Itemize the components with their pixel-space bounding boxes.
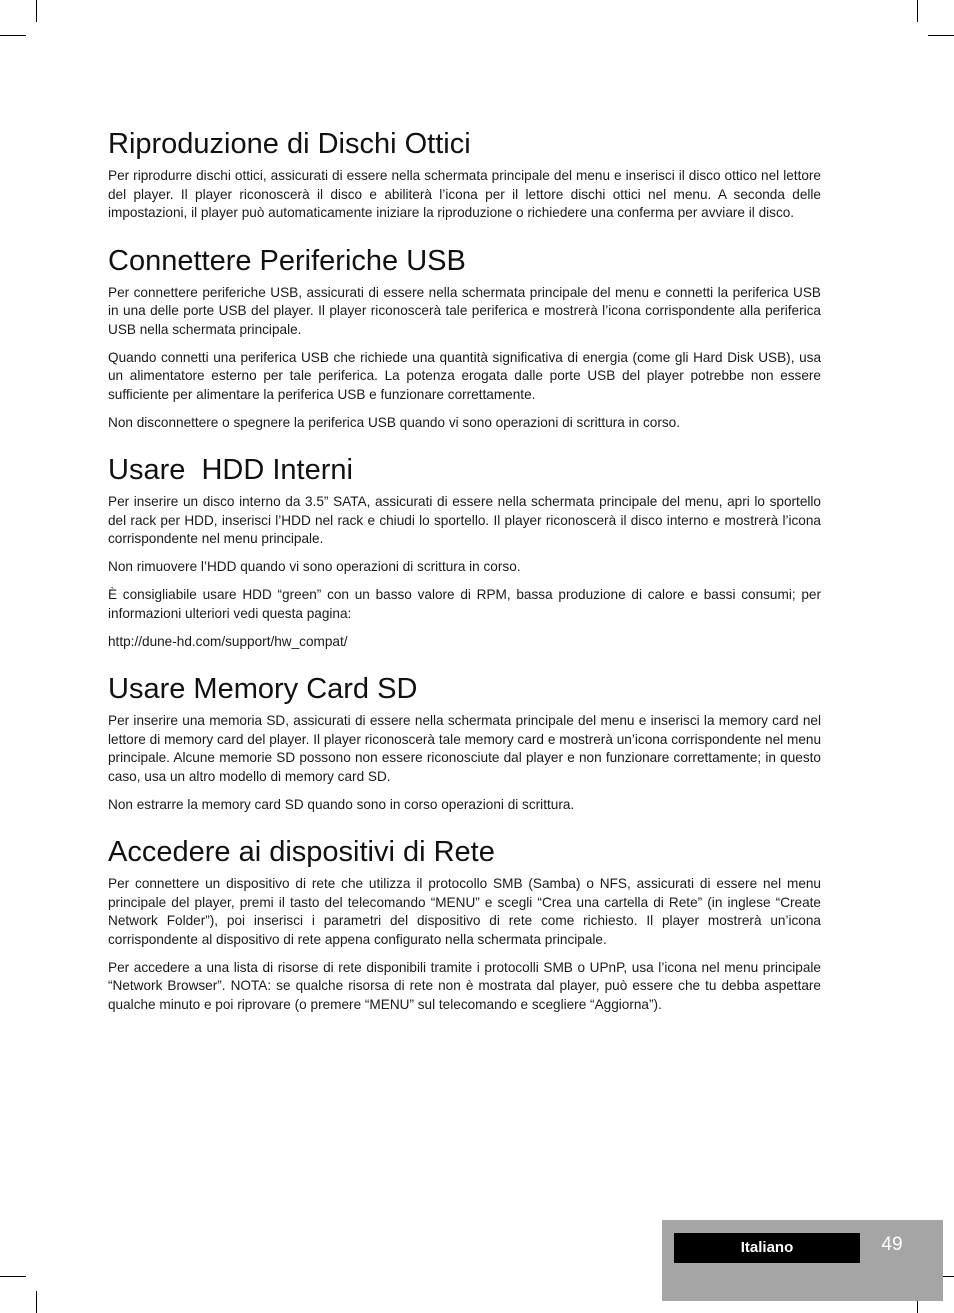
paragraph: Per riprodurre dischi ottici, assicurati di essere nella schermata principale del menu e inserisci il disco ottico nel lettore del player. Il player riconoscerà il disco e abiliterà l’icona per il lettore dischi ottici nel menu. A seconda delle impostazioni, il player può automaticamente iniziare la riproduzione o richiedere una conferma per avviare il disco.	[108, 168, 821, 220]
paragraph: Non rimuovere l’HDD quando vi sono operazioni di scrittura in corso.	[108, 559, 521, 574]
section-heading: Riproduzione di Dischi Ottici	[108, 128, 471, 160]
crop-mark	[36, 0, 37, 22]
section-heading: Usare HDD Interni	[108, 454, 353, 486]
page-content	[108, 126, 821, 1024]
section-usb-devices	[108, 243, 821, 433]
paragraph: Per inserire un disco interno da 3.5” SATA, assicurati di essere nella schermata principale del menu, apri lo sportello del rack per HDD, inserisci l’HDD nel rack e chiudi lo sportello. Il player riconoscerà il disco interno e mostrerà l’icona corrispondente nel menu principale.	[108, 494, 821, 546]
section-heading: Usare Memory Card SD	[108, 673, 418, 705]
paragraph: Per connettere periferiche USB, assicurati di essere nella schermata principale del menu e connetti la periferica USB in una delle porte USB del player. Il player riconoscerà tale periferica e mostrerà l’icona corrispondente alla periferica USB nella schermata principale.	[108, 284, 821, 337]
paragraph: Non estrarre la memory card SD quando sono in corso operazioni di scrittura.	[108, 796, 575, 812]
paragraph: Per accedere a una lista di risorse di rete disponibili tramite i protocolli SMB o UPnP, usa l’icona nel menu principale “Network Browser”. NOTA: se qualche risorsa di rete non è mostrata dal player, può essere che tu debba aspettare qualche minuto e poi riprovare (o premere “MENU” sul telecomando e scegliere “Aggiorna”).	[108, 959, 821, 1012]
crop-mark	[36, 1291, 37, 1313]
crop-mark	[0, 35, 26, 36]
section-network-devices	[108, 834, 821, 1014]
paragraph: Per connettere un dispositivo di rete che utilizza il protocollo SMB (Samba) o NFS, assicurati di essere nel menu principale del player, premi il tasto del telecomando “MENU” e scegli “Crea una cartella di Rete” (in inglese “Create Network Folder”), poi inserisci i parametri del dispositivo di rete come richiesto. Il player mostrerà un’icona corrispondente al dispositivo di rete appena configurato nella schermata principale.	[108, 876, 821, 947]
crop-mark	[917, 0, 918, 22]
paragraph: Quando connetti una periferica USB che richiede una quantità significativa di energia (come gli Hard Disk USB), usa un alimentatore esterno per tale periferica. La potenza erogata dalle porte USB del player potrebbe non essere sufficiente per alimentare la periferica USB e funzionare correttamente.	[108, 349, 821, 402]
section-heading: Connettere Periferiche USB	[108, 244, 466, 277]
paragraph: Per inserire una memoria SD, assicurati di essere nella schermata principale del menu e inserisci la memory card nel lettore di memory card del player. Il player riconoscerà tale memory card e mostrerà un’icona corrispondente nel menu principale. Alcune memorie SD possono non essere riconosciute dal player e non funzionare correttamente; in questo caso, usa un altro modello di memory card SD.	[108, 713, 821, 784]
compat-link: http://dune-hd.com/support/hw_compat/	[108, 633, 348, 649]
section-sd-card	[108, 671, 821, 814]
paragraph: Non disconnettere o spegnere la periferica USB quando vi sono operazioni di scrittura in corso.	[108, 414, 681, 430]
section-heading: Accedere ai dispositivi di Rete	[108, 836, 495, 868]
section-optical-discs	[108, 126, 821, 223]
page-footer	[662, 1220, 943, 1301]
section-internal-hdd	[108, 452, 821, 651]
language-label: Italiano	[674, 1233, 860, 1263]
paragraph: È consigliabile usare HDD “green” con un basso valore di RPM, bassa produzione di calore e bassi consumi; per informazioni ulteriori vedi questa pagina:	[108, 587, 821, 621]
crop-mark	[928, 35, 954, 36]
crop-mark	[0, 1276, 26, 1277]
page-number: 49	[881, 1234, 903, 1255]
